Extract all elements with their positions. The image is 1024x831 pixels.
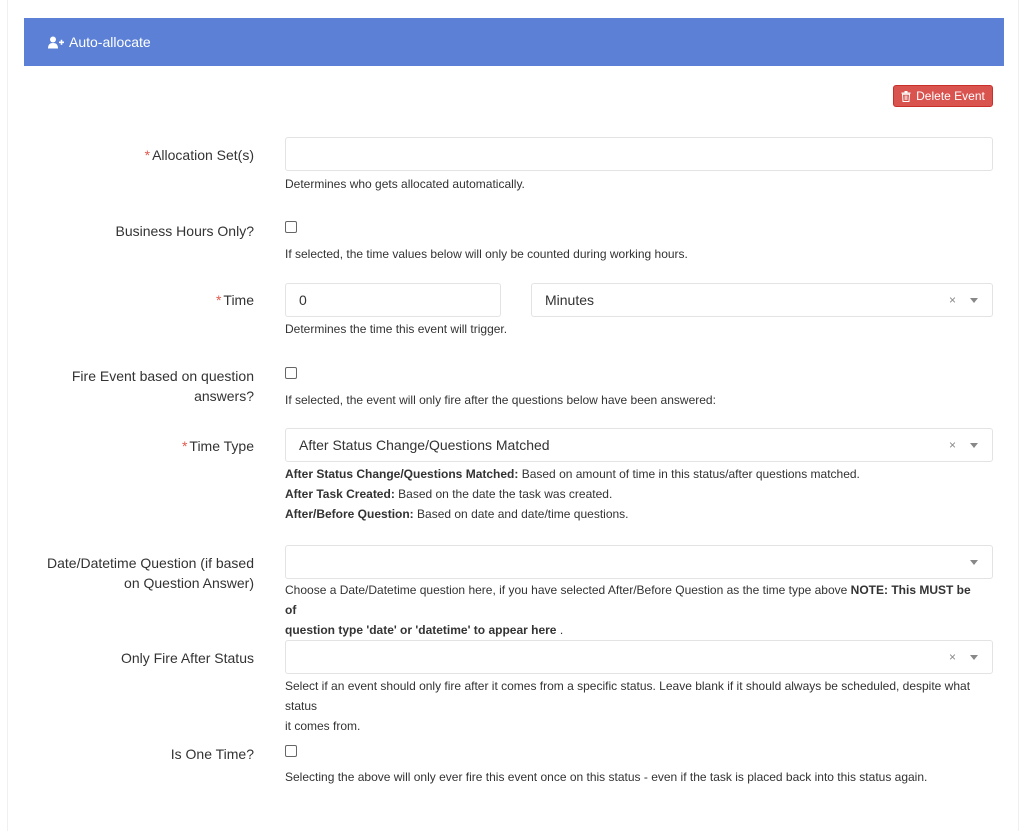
chevron-down-icon[interactable] bbox=[970, 298, 978, 303]
trash-icon bbox=[901, 91, 911, 102]
only-after-status-help: Select if an event should only fire after it comes from a specific status. Leave blank if it should always be scheduled, despite what status it comes from. bbox=[285, 679, 971, 733]
fire-on-answers-help: If selected, the event will only fire after the questions below have been answered: bbox=[285, 393, 716, 407]
panel-title: Auto-allocate bbox=[69, 34, 151, 50]
fire-on-answers-checkbox[interactable] bbox=[285, 367, 297, 379]
panel-header bbox=[24, 18, 1004, 66]
chevron-down-icon[interactable] bbox=[970, 560, 978, 565]
delete-event-label: Delete Event bbox=[916, 89, 985, 103]
allocation-sets-help: Determines who gets allocated automatically. bbox=[285, 177, 525, 191]
user-plus-icon bbox=[48, 36, 64, 49]
one-time-help: Selecting the above will only ever fire this event once on this status - even if the task is placed back into this status again. bbox=[285, 770, 928, 784]
chevron-down-icon[interactable] bbox=[970, 443, 978, 448]
required-marker: * bbox=[215, 292, 222, 308]
time-type-help-line: After Task Created: Based on the date the task was created. bbox=[285, 487, 613, 501]
business-hours-help: If selected, the time values below will only be counted during working hours. bbox=[285, 247, 688, 261]
required-marker: * bbox=[144, 147, 151, 163]
business-hours-checkbox[interactable] bbox=[285, 221, 297, 233]
delete-event-button[interactable] bbox=[893, 85, 993, 107]
time-type-select[interactable] bbox=[285, 428, 993, 462]
required-marker: * bbox=[181, 438, 188, 454]
time-type-help-line: After Status Change/Questions Matched: Based on amount of time in this status/after questions matched. bbox=[285, 467, 860, 481]
time-type-help-line: After/Before Question: Based on date and date/time questions. bbox=[285, 507, 629, 521]
time-unit-select[interactable] bbox=[531, 283, 993, 317]
date-question-label: Date/Datetime Question (if based on Question Answer) bbox=[47, 555, 254, 591]
time-help: Determines the time this event will trigger. bbox=[285, 322, 508, 336]
only-after-status-select[interactable] bbox=[285, 640, 993, 674]
time-unit-value: Minutes bbox=[545, 292, 595, 308]
one-time-label: Is One Time? bbox=[170, 746, 254, 762]
date-question-help: Choose a Date/Datetime question here, if you have selected After/Before Question as the time type above NOTE: This MUST be of question type 'date' or 'datetime' to appear here . bbox=[285, 583, 971, 637]
chevron-down-icon[interactable] bbox=[970, 655, 978, 660]
business-hours-label: Business Hours Only? bbox=[115, 223, 254, 239]
time-type-value: After Status Change/Questions Matched bbox=[299, 437, 550, 453]
clear-icon[interactable]: × bbox=[948, 438, 956, 452]
one-time-checkbox[interactable] bbox=[285, 745, 297, 757]
allocation-sets-label: * Allocation Set(s) bbox=[144, 147, 254, 163]
allocation-sets-input[interactable] bbox=[285, 137, 993, 171]
clear-icon[interactable]: × bbox=[948, 650, 956, 664]
time-input[interactable]: 0 bbox=[285, 283, 501, 317]
time-label: * Time bbox=[215, 292, 254, 308]
clear-icon[interactable]: × bbox=[948, 293, 956, 307]
fire-on-answers-label: Fire Event based on question answers? bbox=[71, 368, 254, 404]
time-type-label: * Time Type bbox=[181, 438, 254, 454]
time-type-help bbox=[285, 464, 860, 524]
only-after-status-label: Only Fire After Status bbox=[120, 650, 254, 666]
date-question-select[interactable] bbox=[285, 545, 993, 579]
